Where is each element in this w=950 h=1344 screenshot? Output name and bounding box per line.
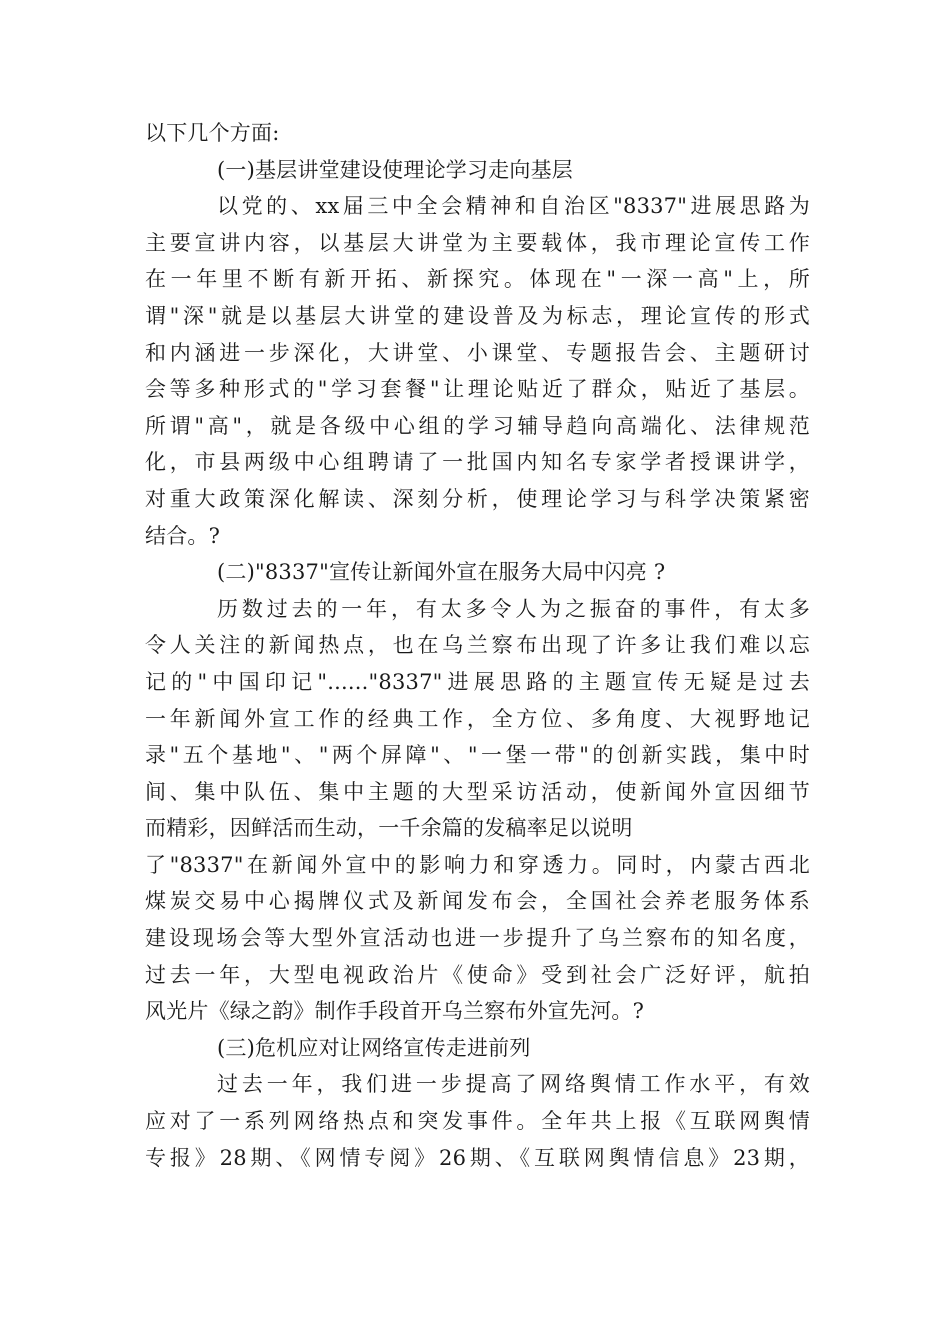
text-line: 和内涵进一步深化，大讲堂、小课堂、专题报告会、主题研讨 — [145, 340, 810, 365]
text-line: 应对了一系列网络热点和突发事件。全年共上报《互联网舆情 — [145, 1109, 810, 1134]
text-line: 主要宣讲内容，以基层大讲堂为主要载体，我市理论宣传工作 — [145, 230, 810, 255]
text-line: 会等多种形式的"学习套餐"让理论贴近了群众，贴近了基层。 — [145, 377, 810, 402]
text-line: (三)危机应对让网络宣传走进前列 — [217, 1035, 531, 1060]
text-line: 在一年里不断有新开拓、新探究。体现在"一深一高"上，所 — [145, 267, 810, 292]
text-line: 化，市县两级中心组聘请了一批国内知名专家学者授课讲学， — [145, 450, 810, 475]
text-line: 过去一年，我们进一步提高了网络舆情工作水平，有效 — [217, 1072, 810, 1097]
text-line: (二)"8337"宣传让新闻外宣在服务大局中闪亮 ? — [217, 560, 666, 585]
text-line: 一年新闻外宣工作的经典工作，全方位、多角度、大视野地记 — [145, 706, 810, 731]
text-line: 而精彩，因鲜活而生动，一千余篇的发稿率足以说明 — [145, 816, 633, 841]
text-line: 以党的、xx届三中全会精神和自治区"8337"进展思路为 — [217, 194, 810, 219]
text-line: (一)基层讲堂建设使理论学习走向基层 — [217, 157, 573, 182]
text-line: 煤炭交易中心揭牌仪式及新闻发布会，全国社会养老服务体系 — [145, 889, 810, 914]
text-line: 了"8337"在新闻外宣中的影响力和穿透力。同时，内蒙古西北 — [145, 852, 810, 877]
text-line: 所谓"高"，就是各级中心组的学习辅导趋向高端化、法律规范 — [145, 413, 810, 438]
text-line: 记的"中国印记"......"8337"进展思路的主题宣传无疑是过去 — [145, 669, 810, 694]
text-line: 历数过去的一年，有太多令人为之振奋的事件，有太多 — [217, 596, 810, 621]
text-line: 谓"深"就是以基层大讲堂的建设普及为标志，理论宣传的形式 — [145, 303, 810, 328]
text-line: 风光片《绿之韵》制作手段首开乌兰察布外宣先河。? — [145, 999, 645, 1024]
text-line: 令人关注的新闻热点，也在乌兰察布出现了许多让我们难以忘 — [145, 633, 810, 658]
text-line: 结合。? — [145, 523, 221, 548]
text-line: 对重大政策深化解读、深刻分析，使理论学习与科学决策紧密 — [145, 486, 810, 511]
text-line: 以下几个方面: — [145, 121, 280, 145]
text-line: 录"五个基地"、"两个屏障"、"一堡一带"的创新实践，集中时 — [145, 743, 810, 768]
text-line: 专报》28期、《网情专阅》26期、《互联网舆情信息》23期， — [145, 1145, 810, 1170]
text-line: 间、集中队伍、集中主题的大型采访活动，使新闻外宣因细节 — [145, 779, 810, 804]
text-line: 过去一年，大型电视政治片《使命》受到社会广泛好评，航拍 — [145, 962, 810, 987]
document-page — [145, 115, 810, 1176]
text-line: 建设现场会等大型外宣活动也进一步提升了乌兰察布的知名度， — [145, 926, 810, 951]
